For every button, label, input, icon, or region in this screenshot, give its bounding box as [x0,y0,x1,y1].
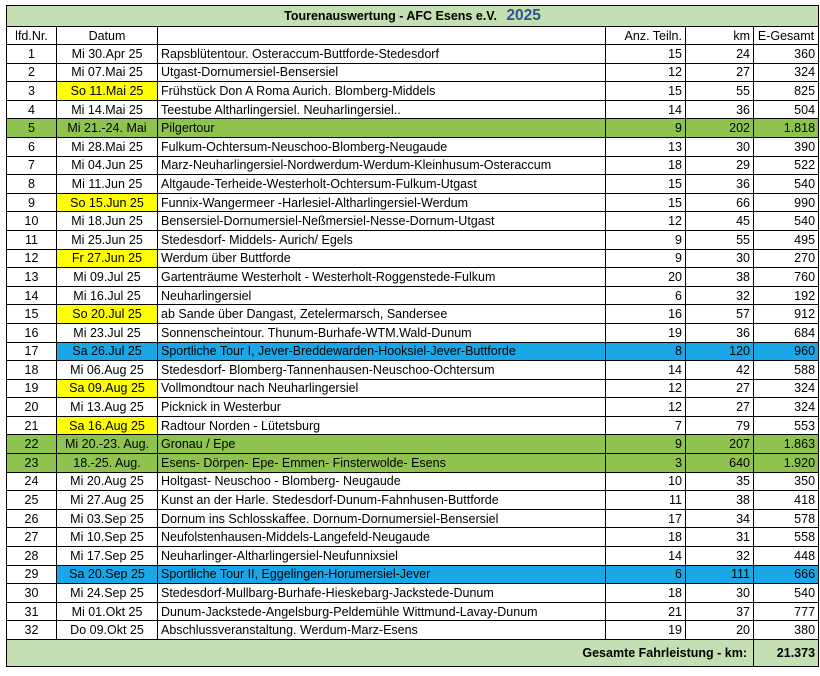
table-row [7,156,819,175]
row-date: Mi 03.Sep 25 [57,509,158,528]
row-nr: 32 [7,621,57,640]
row-total: 324 [754,379,819,398]
row-nr: 11 [7,230,57,249]
row-date: Mi 01.Okt 25 [57,602,158,621]
row-tour: Kunst an der Harle. Stedesdorf-Dunum-Fahnhusen-Buttforde [158,491,606,510]
row-tour: Altgaude-Terheide-Westerholt-Ochtersum-Fulkum-Utgast [158,175,606,194]
row-total: 684 [754,323,819,342]
row-nr: 25 [7,491,57,510]
row-nr: 14 [7,286,57,305]
table-row [7,547,819,566]
row-participants: 14 [606,100,686,119]
table-row [7,398,819,417]
row-participants: 19 [606,323,686,342]
tour-table [6,5,819,667]
row-participants: 9 [606,249,686,268]
row-date: Mi 09.Jul 25 [57,268,158,287]
header-total: E-Gesamt [754,27,819,45]
row-tour: Sonnenscheintour. Thunum-Burhafe-WTM.Wald-Dunum [158,323,606,342]
row-tour: Marz-Neuharlingersiel-Nordwerdum-Werdum-Kleinhusum-Osteraccum [158,156,606,175]
table-row [7,602,819,621]
table-row [7,249,819,268]
row-participants: 18 [606,528,686,547]
row-nr: 2 [7,63,57,82]
row-participants: 11 [606,491,686,510]
row-km: 38 [686,491,754,510]
row-date: Sa 20.Sep 25 [57,565,158,584]
table-row [7,435,819,454]
row-date: So 11.Mai 25 [57,82,158,101]
row-date: Mi 20.-23. Aug. [57,435,158,454]
row-date: Sa 26.Jul 25 [57,342,158,361]
row-participants: 14 [606,361,686,380]
row-tour: Utgast-Dornumersiel-Bensersiel [158,63,606,82]
row-date: Mi 23.Jul 25 [57,323,158,342]
row-km: 20 [686,621,754,640]
row-tour: Radtour Norden - Lütetsburg [158,416,606,435]
table-row [7,323,819,342]
row-total: 1.863 [754,435,819,454]
row-total: 418 [754,491,819,510]
table-row [7,212,819,231]
row-total: 380 [754,621,819,640]
row-km: 29 [686,156,754,175]
table-row [7,491,819,510]
row-tour: Sportliche Tour II, Eggelingen-Horumersiel-Jever [158,565,606,584]
row-date: 18.-25. Aug. [57,454,158,473]
row-total: 504 [754,100,819,119]
row-km: 32 [686,547,754,566]
header-km: km [686,27,754,45]
row-total: 448 [754,547,819,566]
row-participants: 13 [606,137,686,156]
row-tour: Stedesdorf- Blomberg-Tannenhausen-Neuschoo-Ochtersum [158,361,606,380]
row-nr: 12 [7,249,57,268]
row-total: 1.920 [754,454,819,473]
row-km: 24 [686,45,754,64]
row-total: 553 [754,416,819,435]
row-tour: Werdum über Buttforde [158,249,606,268]
header-tour [158,27,606,45]
row-km: 30 [686,584,754,603]
table-row [7,565,819,584]
row-total: 192 [754,286,819,305]
row-total: 588 [754,361,819,380]
row-km: 30 [686,249,754,268]
row-km: 34 [686,509,754,528]
row-date: Mi 07.Mai 25 [57,63,158,82]
row-nr: 29 [7,565,57,584]
row-tour: Neuharlinger-Altharlingersiel-Neufunnixsiel [158,547,606,566]
row-total: 350 [754,472,819,491]
table-row [7,509,819,528]
row-total: 558 [754,528,819,547]
row-total: 578 [754,509,819,528]
row-nr: 3 [7,82,57,101]
row-nr: 22 [7,435,57,454]
row-date: Mi 21.-24. Mai [57,119,158,138]
row-participants: 10 [606,472,686,491]
row-km: 202 [686,119,754,138]
row-km: 55 [686,82,754,101]
row-nr: 16 [7,323,57,342]
row-tour: Stedesdorf- Middels- Aurich/ Egels [158,230,606,249]
row-participants: 19 [606,621,686,640]
row-tour: Abschlussveranstaltung. Werdum-Marz-Esens [158,621,606,640]
row-date: Mi 17.Sep 25 [57,547,158,566]
row-km: 207 [686,435,754,454]
row-date: Mi 06.Aug 25 [57,361,158,380]
row-nr: 31 [7,602,57,621]
row-total: 540 [754,175,819,194]
row-date: Mi 20.Aug 25 [57,472,158,491]
row-nr: 5 [7,119,57,138]
row-nr: 20 [7,398,57,417]
row-participants: 15 [606,82,686,101]
header-row [7,27,819,45]
row-km: 79 [686,416,754,435]
row-nr: 23 [7,454,57,473]
row-km: 31 [686,528,754,547]
table-row [7,379,819,398]
row-km: 57 [686,305,754,324]
row-total: 1.818 [754,119,819,138]
row-participants: 8 [606,342,686,361]
row-participants: 9 [606,435,686,454]
row-km: 36 [686,175,754,194]
footer-total: 21.373 [754,640,819,667]
row-participants: 9 [606,230,686,249]
row-date: Mi 28.Mai 25 [57,137,158,156]
row-date: So 15.Jun 25 [57,193,158,212]
table-row [7,137,819,156]
row-nr: 6 [7,137,57,156]
row-total: 270 [754,249,819,268]
row-nr: 7 [7,156,57,175]
table-row [7,584,819,603]
row-km: 111 [686,565,754,584]
row-total: 960 [754,342,819,361]
table-row [7,100,819,119]
row-tour: Vollmondtour nach Neuharlingersiel [158,379,606,398]
row-tour: Esens- Dörpen- Epe- Emmen- Finsterwolde- Esens [158,454,606,473]
row-date: Mi 25.Jun 25 [57,230,158,249]
row-nr: 15 [7,305,57,324]
row-total: 540 [754,212,819,231]
row-participants: 17 [606,509,686,528]
row-tour: Dunum-Jackstede-Angelsburg-Peldemühle Wittmund-Lavay-Dunum [158,602,606,621]
row-total: 912 [754,305,819,324]
row-km: 45 [686,212,754,231]
row-date: Mi 10.Sep 25 [57,528,158,547]
row-total: 495 [754,230,819,249]
table-row [7,230,819,249]
table-row [7,268,819,287]
row-participants: 15 [606,193,686,212]
row-km: 36 [686,323,754,342]
table-row [7,193,819,212]
header-nr: lfd.Nr. [7,27,57,45]
row-date: Mi 24.Sep 25 [57,584,158,603]
row-date: Mi 11.Jun 25 [57,175,158,194]
header-date: Datum [57,27,158,45]
row-km: 27 [686,63,754,82]
row-participants: 16 [606,305,686,324]
row-km: 37 [686,602,754,621]
row-date: Mi 13.Aug 25 [57,398,158,417]
row-total: 990 [754,193,819,212]
row-total: 666 [754,565,819,584]
table-row [7,305,819,324]
row-date: Mi 30.Apr 25 [57,45,158,64]
row-nr: 21 [7,416,57,435]
row-nr: 30 [7,584,57,603]
table-row [7,621,819,640]
row-tour: Picknick in Westerbur [158,398,606,417]
row-participants: 6 [606,565,686,584]
row-km: 30 [686,137,754,156]
table-row [7,454,819,473]
row-total: 777 [754,602,819,621]
row-nr: 26 [7,509,57,528]
row-nr: 10 [7,212,57,231]
table-row [7,342,819,361]
row-total: 522 [754,156,819,175]
row-tour: Bensersiel-Dornumersiel-Neßmersiel-Nesse-Dornum-Utgast [158,212,606,231]
table-row [7,63,819,82]
row-nr: 4 [7,100,57,119]
row-participants: 6 [606,286,686,305]
row-total: 324 [754,398,819,417]
row-km: 640 [686,454,754,473]
row-participants: 18 [606,156,686,175]
row-nr: 28 [7,547,57,566]
row-tour: Pilgertour [158,119,606,138]
sheet-title: Tourenauswertung - AFC Esens e.V. [284,9,497,23]
row-total: 360 [754,45,819,64]
row-participants: 12 [606,63,686,82]
row-participants: 9 [606,119,686,138]
row-tour: Funnix-Wangermeer -Harlesiel-Altharlingersiel-Werdum [158,193,606,212]
row-nr: 9 [7,193,57,212]
row-date: Mi 18.Jun 25 [57,212,158,231]
row-tour: Holtgast- Neuschoo - Blomberg- Neugaude [158,472,606,491]
row-tour: Teestube Altharlingersiel. Neuharlingersiel.. [158,100,606,119]
row-tour: Neufolstenhausen-Middels-Langefeld-Neugaude [158,528,606,547]
row-date: Mi 04.Jun 25 [57,156,158,175]
row-participants: 18 [606,584,686,603]
footer-row [7,640,819,667]
row-participants: 3 [606,454,686,473]
table-row [7,361,819,380]
row-tour: Gartenträume Westerholt - Westerholt-Roggenstede-Fulkum [158,268,606,287]
row-tour: Dornum ins Schlosskaffee. Dornum-Dornumersiel-Bensersiel [158,509,606,528]
row-total: 324 [754,63,819,82]
row-km: 35 [686,472,754,491]
row-participants: 20 [606,268,686,287]
row-tour: Rapsblütentour. Osteraccum-Buttforde-Stedesdorf [158,45,606,64]
table-row [7,416,819,435]
row-km: 32 [686,286,754,305]
row-participants: 15 [606,45,686,64]
row-tour: Gronau / Epe [158,435,606,454]
row-date: Mi 16.Jul 25 [57,286,158,305]
row-participants: 7 [606,416,686,435]
row-nr: 17 [7,342,57,361]
table-row [7,286,819,305]
row-km: 42 [686,361,754,380]
row-total: 825 [754,82,819,101]
row-nr: 27 [7,528,57,547]
row-tour: Fulkum-Ochtersum-Neuschoo-Blomberg-Neugaude [158,137,606,156]
row-km: 38 [686,268,754,287]
row-km: 27 [686,379,754,398]
row-total: 540 [754,584,819,603]
row-participants: 12 [606,398,686,417]
row-km: 55 [686,230,754,249]
row-nr: 19 [7,379,57,398]
row-nr: 1 [7,45,57,64]
table-row [7,82,819,101]
row-tour: Frühstück Don A Roma Aurich. Blomberg-Middels [158,82,606,101]
row-date: Mi 27.Aug 25 [57,491,158,510]
row-km: 66 [686,193,754,212]
row-tour: Neuharlingersiel [158,286,606,305]
row-nr: 18 [7,361,57,380]
table-row [7,119,819,138]
title-cell [7,6,819,27]
table-row [7,175,819,194]
row-participants: 15 [606,175,686,194]
row-participants: 21 [606,602,686,621]
row-total: 760 [754,268,819,287]
title-row [7,6,819,27]
row-nr: 8 [7,175,57,194]
row-participants: 12 [606,212,686,231]
sheet-year: 2025 [506,7,541,24]
header-participants: Anz. Teiln. [606,27,686,45]
row-date: Sa 09.Aug 25 [57,379,158,398]
row-km: 120 [686,342,754,361]
row-date: Sa 16.Aug 25 [57,416,158,435]
row-nr: 13 [7,268,57,287]
row-tour: Sportliche Tour I, Jever-Breddewarden-Hooksiel-Jever-Buttforde [158,342,606,361]
footer-label: Gesamte Fahrleistung - km: [7,640,754,667]
row-total: 390 [754,137,819,156]
row-participants: 12 [606,379,686,398]
table-row [7,472,819,491]
row-km: 36 [686,100,754,119]
row-date: Fr 27.Jun 25 [57,249,158,268]
row-date: So 20.Jul 25 [57,305,158,324]
row-tour: ab Sande über Dangast, Zetelermarsch, Sandersee [158,305,606,324]
row-date: Do 09.Okt 25 [57,621,158,640]
table-row [7,45,819,64]
row-nr: 24 [7,472,57,491]
row-tour: Stedesdorf-Mullbarg-Burhafe-Hieskebarg-Jackstede-Dunum [158,584,606,603]
row-date: Mi 14.Mai 25 [57,100,158,119]
table-row [7,528,819,547]
row-km: 27 [686,398,754,417]
row-participants: 14 [606,547,686,566]
